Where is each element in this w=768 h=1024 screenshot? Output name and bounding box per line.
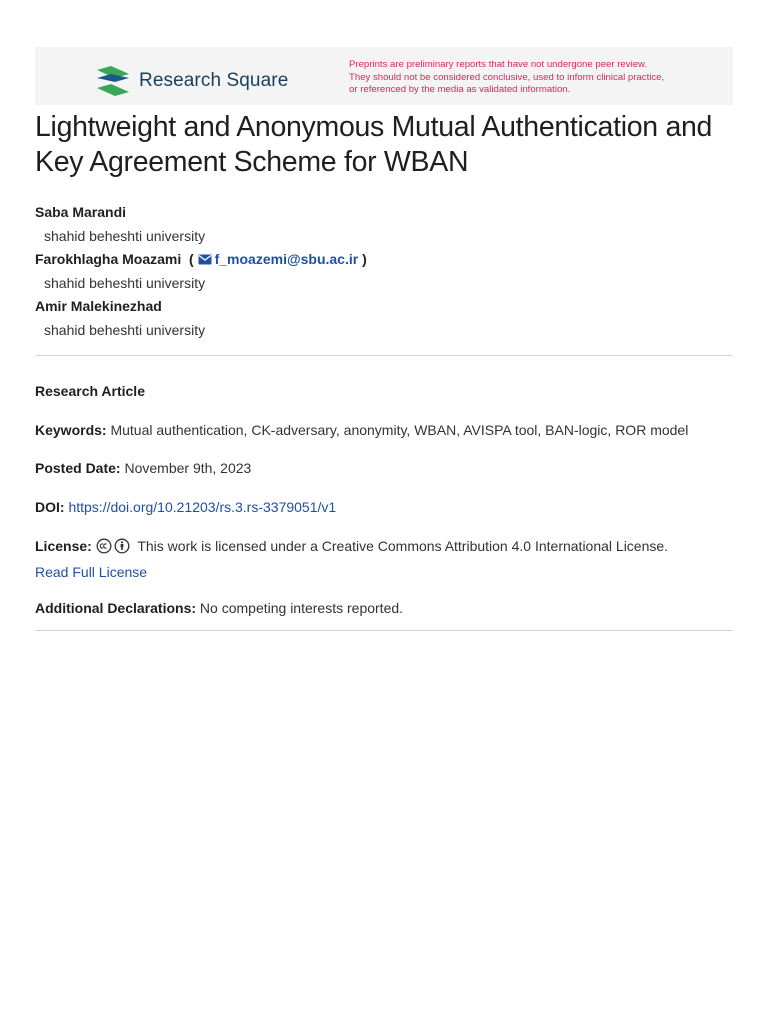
declarations-value: No competing interests reported. bbox=[199, 600, 404, 616]
divider bbox=[35, 630, 733, 631]
cc-by-icons bbox=[96, 538, 132, 561]
disclaimer-line: Preprints are preliminary reports that have not undergone peer review. bbox=[349, 59, 648, 70]
author-name: Farokhlagha Moazami bbox=[35, 251, 182, 267]
article-type bbox=[35, 380, 745, 403]
author-affiliation: shahid beheshti university bbox=[44, 227, 206, 244]
declarations-row bbox=[35, 597, 745, 620]
research-square-logo-icon bbox=[95, 66, 131, 96]
keywords-value: Mutual authentication, CK-adversary, anonymity, WBAN, AVISPA tool, BAN-logic, ROR model bbox=[110, 422, 689, 438]
author-name: Saba Marandi bbox=[35, 204, 127, 220]
envelope-icon bbox=[198, 254, 212, 265]
license-label: License: bbox=[35, 538, 92, 554]
declarations-label: Additional Declarations: bbox=[35, 600, 197, 616]
logo-text: Research Square bbox=[139, 70, 289, 91]
posted-date-label: Posted Date: bbox=[35, 460, 121, 476]
doi-row bbox=[35, 496, 745, 519]
posted-date-value: November 9th, 2023 bbox=[124, 460, 252, 476]
disclaimer-line: or referenced by the media as validated information. bbox=[349, 84, 571, 96]
research-square-logo[interactable] bbox=[95, 66, 288, 96]
article-type-label: Research Article bbox=[35, 383, 145, 399]
divider bbox=[35, 355, 733, 356]
author-affiliation: shahid beheshti university bbox=[44, 321, 206, 338]
author-email-link[interactable] bbox=[198, 251, 362, 267]
author-email: f_moazemi@sbu.ac.ir bbox=[214, 251, 359, 267]
license-text: This work is licensed under a Creative Commons Attribution 4.0 International License. bbox=[137, 538, 669, 554]
doi-link[interactable]: https://doi.org/10.21203/rs.3.rs-3379051/v1 bbox=[68, 499, 337, 515]
keywords-label: Keywords: bbox=[35, 422, 107, 438]
author-list bbox=[35, 201, 735, 342]
keywords-row bbox=[35, 419, 745, 442]
read-full-license-link[interactable]: Read Full License bbox=[35, 564, 148, 580]
doi-label: DOI: bbox=[35, 499, 65, 515]
paper-title: Lightweight and Anonymous Mutual Authentication and Key Agreement Scheme for WBAN bbox=[35, 111, 713, 178]
close-paren: ) bbox=[362, 251, 367, 267]
preprint-banner bbox=[35, 47, 733, 105]
posted-date-row bbox=[35, 457, 745, 480]
author-affiliation: shahid beheshti university bbox=[44, 274, 206, 291]
cc-icon bbox=[97, 539, 111, 553]
author-name: Amir Malekinezhad bbox=[35, 298, 162, 314]
author-entry bbox=[35, 248, 735, 272]
preprint-disclaimer bbox=[349, 59, 664, 97]
by-attribution-icon bbox=[115, 539, 129, 553]
disclaimer-line: They should not be considered conclusive, used to inform clinical practice, bbox=[349, 71, 665, 83]
license-row bbox=[35, 535, 745, 584]
open-paren: ( bbox=[189, 251, 194, 267]
